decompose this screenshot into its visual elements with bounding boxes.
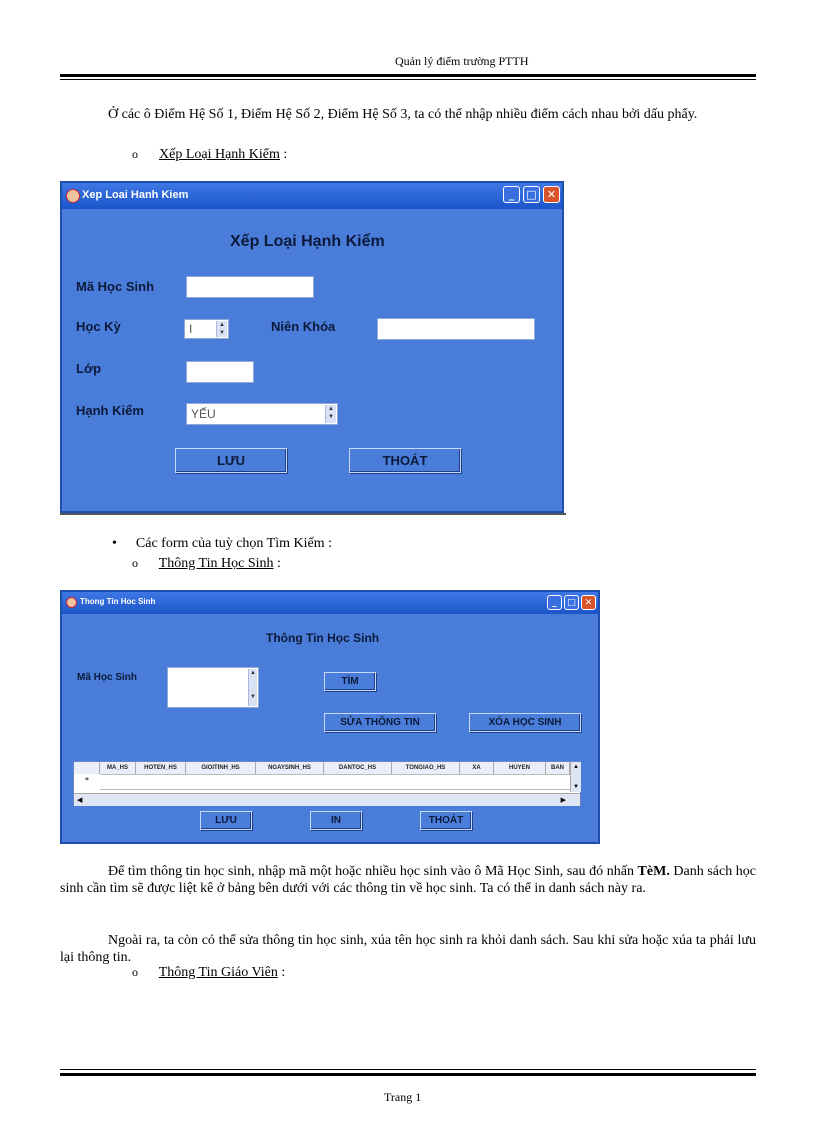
xoa-hoc-sinh-button[interactable]: XÓA HỌC SINH — [469, 713, 581, 732]
form-xep-loai-hanh-kiem — [60, 181, 564, 513]
ma-hoc-sinh-textarea[interactable] — [167, 667, 259, 708]
horizontal-scrollbar[interactable] — [74, 793, 580, 806]
maximize-icon[interactable]: □ — [564, 595, 579, 610]
page-number: Trang 1 — [384, 1090, 422, 1104]
section-thong-tin-gv — [132, 965, 285, 981]
spinner-arrows-icon[interactable]: ▲ ▼ — [325, 405, 336, 423]
window-title: Thong Tin Hoc Sinh — [80, 597, 156, 606]
spinner-arrows-icon[interactable]: ▲ ▼ — [216, 321, 227, 337]
new-row-marker: * — [85, 776, 89, 785]
ma-hoc-sinh-label: Mã Học Sinh — [76, 279, 155, 294]
app-icon — [66, 597, 77, 608]
grid-corner — [74, 762, 100, 774]
grid-header-tongiao-hs[interactable]: TONGIAO_HS — [392, 762, 460, 774]
close-icon[interactable]: ✕ — [581, 595, 596, 610]
thoat-button[interactable]: THOÁT — [349, 448, 461, 473]
hoc-sinh-grid[interactable] — [73, 761, 581, 806]
grid-header-ma-hs[interactable]: MA_HS — [100, 762, 136, 774]
window-titlebar — [62, 183, 562, 209]
paragraph-tim-part1: Để tìm thông tin học sinh, nhập mã một hoặc nhiều học sinh vào ô Mã Học Sinh, sau đó nhấn — [108, 864, 638, 879]
section-suffix: : — [279, 147, 288, 162]
section-xep-loai — [132, 147, 287, 163]
bullet-tim-kiem — [112, 536, 332, 552]
intro-paragraph: Ở các ô Điểm Hệ Số 1, Điểm Hệ Số 2, Điểm Hệ Số 3, ta có thể nhập nhiều điểm cách nhau bởi dấu phẩy. — [108, 107, 698, 122]
form-shadow-rule — [60, 513, 566, 515]
page-header-title: Quản lý điểm trường PTTH — [395, 54, 529, 68]
hoc-ky-value: I — [189, 322, 193, 336]
bullet-o: o — [132, 556, 138, 570]
section-thong-tin-gv-label: Thông Tin Giáo Viên — [158, 965, 278, 980]
window-title: Xep Loai Hanh Kiem — [82, 189, 189, 201]
vertical-scrollbar[interactable]: ▲ ▼ — [570, 762, 581, 792]
hanh-kiem-value: YẾU — [191, 407, 216, 421]
bullet-o: o — [132, 147, 138, 161]
section-suffix: : — [273, 556, 281, 571]
luu-button[interactable]: LƯU — [200, 811, 252, 830]
scroll-left-icon[interactable]: ◀ — [77, 796, 83, 804]
hoc-ky-label: Học Kỳ — [76, 319, 121, 334]
ma-hoc-sinh-label: Mã Học Sinh — [77, 672, 138, 683]
paragraph-tim-bold: TèM. — [637, 864, 670, 879]
paragraph-tim — [60, 863, 756, 897]
form-heading: Xếp Loại Hạnh Kiểm — [230, 233, 385, 250]
in-button[interactable]: IN — [310, 811, 362, 830]
nien-khoa-input[interactable] — [377, 318, 535, 340]
section-thong-tin-hs-label: Thông Tin Học Sinh — [158, 556, 274, 571]
grid-header-hoten-hs[interactable]: HOTEN_HS — [136, 762, 186, 774]
footer-rule — [60, 1073, 756, 1076]
scrollbar-arrows-icon[interactable]: ▲ ▼ — [248, 669, 257, 706]
sua-thong-tin-button[interactable]: SỬA THÔNG TIN — [324, 713, 436, 732]
bullet-dot: • — [112, 536, 117, 551]
close-icon[interactable]: ✕ — [543, 186, 560, 203]
grid-header-xa[interactable]: XA — [460, 762, 494, 774]
grid-header-gioitinh-hs[interactable]: GIOITINH_HS — [186, 762, 256, 774]
scroll-right-icon[interactable]: ▶ — [560, 796, 566, 804]
bullet-tim-kiem-text: Các form của tuỳ chọn Tìm Kiếm : — [135, 536, 332, 551]
lop-input[interactable] — [186, 361, 254, 383]
section-suffix: : — [277, 965, 286, 980]
lop-label: Lớp — [76, 361, 102, 376]
window-titlebar — [62, 592, 598, 614]
paragraph-sua: Ngoài ra, ta còn có thể sửa thông tin học sinh, xúa tên học sinh ra khỏi danh sách. Sau khi sửa hoặc xúa ta phải lưu lại thông tin. — [60, 933, 756, 965]
paragraph-tim-part2: Danh sách học sinh cần tìm sẽ được liệt kê ở bảng bên dưới với các thông tin về học sinh. Ta có thể in danh sách này ra. — [60, 864, 756, 896]
form-thong-tin-hoc-sinh — [60, 590, 600, 844]
grid-header-dantoc-hs[interactable]: DANTOC_HS — [324, 762, 392, 774]
minimize-icon[interactable]: _ — [503, 186, 520, 203]
app-icon — [66, 189, 80, 203]
bullet-o: o — [132, 965, 138, 979]
hanh-kiem-spinner[interactable] — [186, 403, 338, 425]
minimize-icon[interactable]: _ — [547, 595, 562, 610]
ma-hoc-sinh-input[interactable] — [186, 276, 314, 298]
grid-new-row[interactable] — [100, 774, 570, 790]
grid-header-ban[interactable]: BAN — [546, 762, 570, 774]
luu-button[interactable]: LƯU — [175, 448, 287, 473]
tim-button[interactable]: TÌM — [324, 672, 376, 691]
grid-header-huyen[interactable]: HUYEN — [494, 762, 546, 774]
hanh-kiem-label: Hạnh Kiểm — [76, 403, 144, 418]
grid-header-ngaysinh-hs[interactable]: NGAYSINH_HS — [256, 762, 324, 774]
footer-rule-thin — [60, 1069, 756, 1070]
section-xep-loai-label: Xếp Loại Hạnh Kiểm — [159, 147, 280, 162]
hoc-ky-spinner[interactable] — [184, 319, 229, 339]
thoat-button[interactable]: THOÁT — [420, 811, 472, 830]
section-thong-tin-hs — [132, 556, 281, 572]
header-rule — [60, 74, 756, 77]
header-rule-thin — [60, 79, 756, 80]
nien-khoa-label: Niên Khóa — [271, 319, 336, 334]
maximize-icon[interactable]: □ — [523, 186, 540, 203]
form-heading: Thông Tin Học Sinh — [266, 631, 380, 645]
